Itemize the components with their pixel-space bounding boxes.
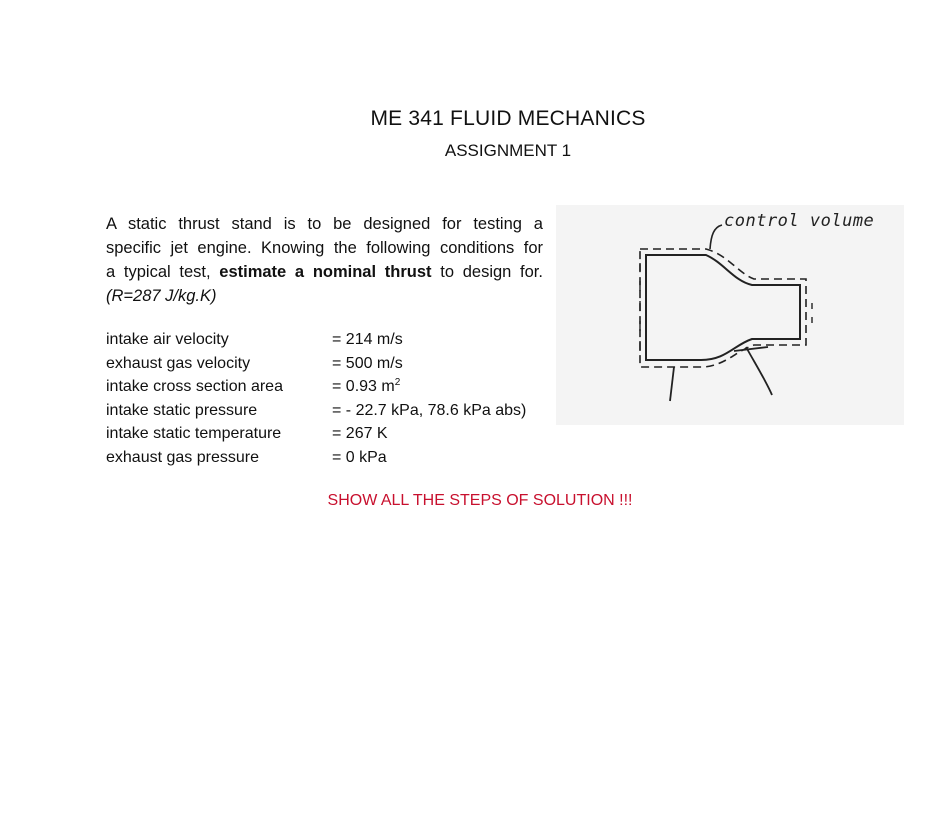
condition-row bbox=[106, 399, 526, 423]
unit-exponent: 2 bbox=[394, 377, 401, 389]
condition-value: = 214 m/s bbox=[332, 331, 403, 348]
engine-sketch bbox=[556, 205, 904, 425]
problem-line-2: specific jet engine. Knowing the following conditions for bbox=[106, 239, 543, 257]
condition-label: intake static temperature bbox=[106, 425, 282, 443]
control-volume-label: control volume bbox=[724, 211, 875, 231]
condition-label: intake static pressure bbox=[106, 401, 258, 419]
condition-label: exhaust gas pressure bbox=[106, 448, 259, 466]
condition-row bbox=[106, 422, 526, 446]
problem-emphasis: estimate a nominal thrust bbox=[219, 263, 432, 281]
support-bar bbox=[734, 347, 768, 351]
problem-line-1: A static thrust stand is to be designed for testing a bbox=[106, 215, 543, 233]
condition-value: = 267 K bbox=[332, 425, 388, 443]
problem-line-3 bbox=[106, 260, 543, 284]
condition-value: = 500 m/s bbox=[332, 354, 403, 372]
condition-value: = - 22.7 kPa, 78.6 kPa abs) bbox=[332, 401, 527, 419]
label-leader-line bbox=[710, 225, 722, 249]
condition-row bbox=[106, 352, 526, 376]
condition-row bbox=[106, 446, 526, 470]
condition-label: exhaust gas velocity bbox=[106, 354, 251, 372]
problem-statement bbox=[106, 212, 543, 308]
conditions-list bbox=[106, 328, 526, 470]
condition-row bbox=[106, 375, 526, 399]
condition-value: = 0.93 $m^2$ bbox=[332, 377, 401, 396]
condition-value: = 0 kPa bbox=[332, 448, 387, 466]
support-leg-right bbox=[746, 347, 772, 395]
engine-outline bbox=[646, 255, 800, 360]
page-title: ME 341 FLUID MECHANICS bbox=[370, 107, 646, 130]
condition-label: intake cross section area bbox=[106, 378, 283, 396]
problem-line-3-post: to design for. bbox=[431, 263, 543, 281]
problem-line-3-pre: a typical test, bbox=[106, 263, 220, 281]
warning-note: SHOW ALL THE STEPS OF SOLUTION !!! bbox=[327, 492, 633, 509]
condition-row bbox=[106, 328, 526, 352]
page-subtitle: ASSIGNMENT 1 bbox=[444, 141, 572, 160]
engine-diagram bbox=[556, 205, 904, 425]
gas-constant: (R=287 J/kg.K) bbox=[106, 287, 217, 305]
support-leg-left bbox=[670, 367, 674, 401]
condition-label: intake air velocity bbox=[106, 331, 229, 348]
